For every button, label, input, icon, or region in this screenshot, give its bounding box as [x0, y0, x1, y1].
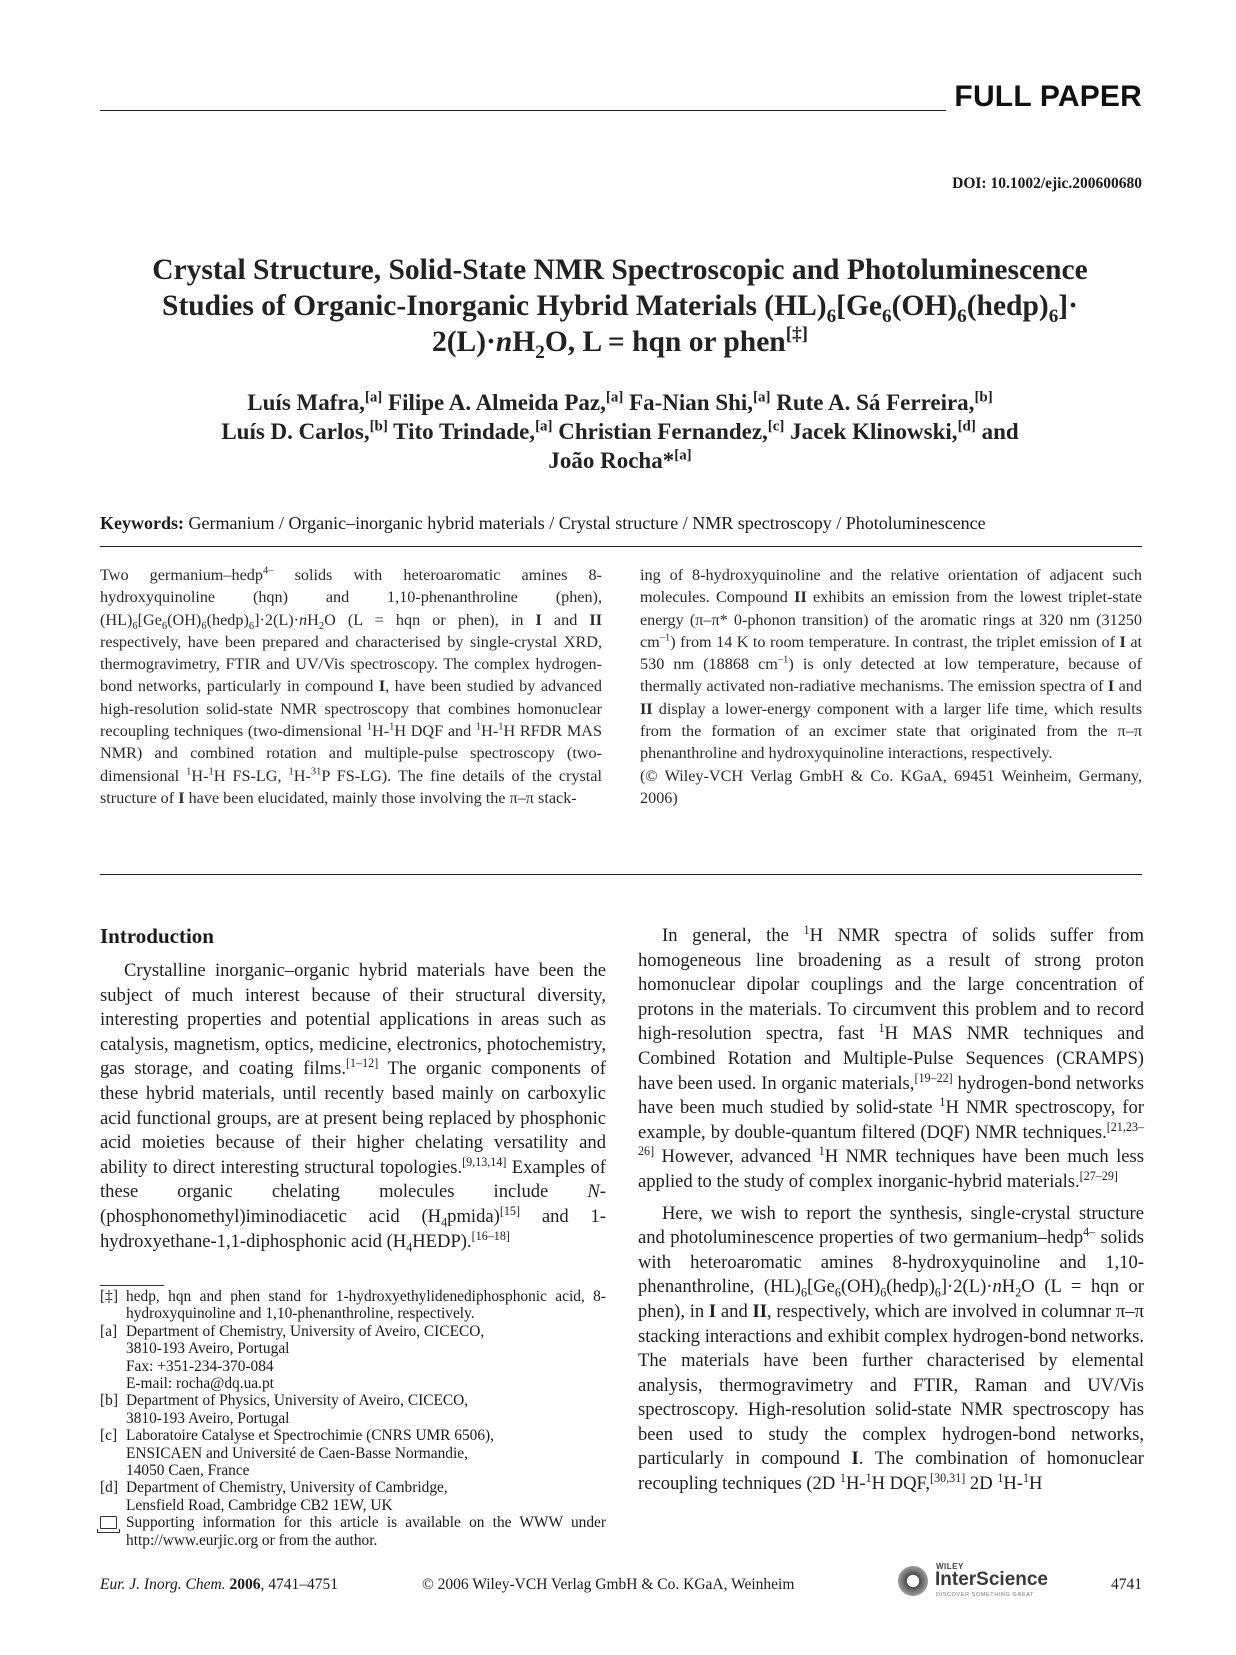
keywords-text: Germanium / Organic–inorganic hybrid materials / Crystal structure / NMR spectroscopy / Photoluminescence: [188, 513, 986, 533]
keywords-label: Keywords:: [100, 513, 184, 533]
footnote-0: [100, 1288, 606, 1323]
abstract-right: [640, 564, 1142, 809]
footnote-rule: [100, 1285, 164, 1286]
keywords: [100, 513, 1142, 534]
footnote-mark: [a]: [100, 1322, 118, 1340]
journal-year: 2006: [229, 1576, 261, 1593]
doi[interactable]: DOI: 10.1002/ejic.200600680: [952, 175, 1142, 192]
footnote-line: Department of Physics, University of Aveiro, CICECO,: [126, 1392, 469, 1410]
footnote-text: [126, 1479, 606, 1514]
section-label: FULL PAPER: [954, 80, 1142, 113]
paper-title: Crystal Structure, Solid-State NMR Spectroscopic and Photoluminescence Studies of Organic-Inorganic Hybrid Materials $(HL)_6[Ge_6(OH)_6(hedp)_6]\cdot$ $2(L)\cdot nH_2O$, L = hqn or phen[‡]: [152, 254, 1088, 363]
journal-name: Eur. J. Inorg. Chem.: [100, 1576, 226, 1593]
abstract-left: [100, 564, 602, 809]
footnotes: [100, 1288, 606, 1549]
logo-publisher: WILEY: [936, 1562, 964, 1571]
computer-icon: [100, 1516, 117, 1529]
abstract-rule: [100, 874, 1142, 875]
footnote-text: [126, 1323, 606, 1393]
interscience-logo[interactable]: [898, 1562, 1066, 1600]
abstract-left-text: Two germanium–hedp$^{4-}$ solids with heteroaromatic amines 8-hydroxyquinoline (hqn) and 1,10-phenanthroline (phen), $(HL)_6[Ge_6(OH)_6(hedp)_6]\cdot 2(L)\cdot nH_2O$ (L = hqn or phen), in I and II respectively, have been prepared and characterised by single-crystal XRD, thermogravimetry, FTIR and UV/Vis spectroscopy. The complex hydrogen-bond networks, particularly in compound I, have been studied by advanced high-resolution solid-state NMR spectroscopy that combines homonuclear recoupling techniques (two-dimensional $^1$H-$^1$H DQF and $^1$H-$^1$H RFDR MAS NMR) and combined rotation and multiple-pulse spectroscopy (two-dimensional $^1$H-$^1$H FS-LG, $^1$H-$^{31}$P FS-LG). The fine details of the crystal structure of I have been elucidated, mainly those involving the π–π stack-: [100, 565, 602, 807]
header-rule: [100, 110, 946, 111]
footnote-line: Laboratoire Catalyse et Spectrochimie (CNRS UMR 6506),: [126, 1427, 495, 1445]
introduction-right-column: In general, the $^1$H NMR spectra of solids suffer from homogeneous line broadening as a result of strong proton homonuclear dipolar couplings and the large concentration of protons in the materials. To circumvent this problem and to record high-resolution spectra, fast $^1$H MAS NMR techniques and Combined Rotation and Multiple-Pulse Sequences (CRAMPS) have been used. In organic materials,[19–22] hydrogen-bond networks have been much studied by solid-state $^1$H NMR spectroscopy, for example, by double-quantum filtered (DQF) NMR techniques.[21,23–26] However, advanced $^1$H NMR techniques have been much less applied to the study of complex inorganic-hybrid materials.[27–29] Here, we wish to report the synthesis, single-crystal structure and photoluminescence properties of two germanium–hedp$^{4-}$ solids with heteroaromatic amines 8-hydroxyquinoline and 1,10-phenanthroline, $(HL)_6[Ge_6(OH)_6(hedp)_6]\cdot 2(L)\cdot nH_2O$ (L = hqn or phen), in I and II, respectively, which are involved in columnar π–π stacking interactions and exhibit complex hydrogen-bond networks. The materials have been further characterised by elemental analysis, thermogravimetry and FTIR, Raman and UV/Vis spectroscopy. High-resolution solid-state NMR spectroscopy has been used to study the complex hydrogen-bond networks, particularly in compound I. The combination of homonuclear recoupling techniques (2D $^1$H-$^1$H DQF,[30,31] 2D $^1$H-$^1$H: [638, 922, 1144, 1495]
footnote-mark: [c]: [100, 1427, 118, 1445]
page-number: 4741: [1111, 1576, 1142, 1593]
keywords-rule: [100, 546, 1142, 547]
supporting-info-text[interactable]: Supporting information for this article is available on the WWW under http://www.eurjic.org or from the author.: [126, 1514, 606, 1549]
author-list: Luís Mafra,[a] Filipe A. Almeida Paz,[a] Fa-Nian Shi,[a] Rute A. Sá Ferreira,[b] Luís D. Carlos,[b] Tito Trindade,[a] Christian Fernandez,[c] Jacek Klinowski,[d] and João Rocha*[a]: [221, 389, 1019, 473]
copyright: © 2006 Wiley-VCH Verlag GmbH & Co. KGaA, Weinheim: [422, 1576, 795, 1593]
footnote-4: [100, 1479, 606, 1514]
footnote-line: Department of Chemistry, University of Aveiro, CICECO,: [126, 1322, 485, 1340]
logo-brand: InterScience: [935, 1569, 1048, 1590]
footnote-2: [100, 1392, 606, 1427]
footnote-line: 3810-193 Aveiro, Portugal: [126, 1340, 290, 1358]
footnote-mark: [d]: [100, 1479, 118, 1497]
interscience-swirl-icon: [898, 1566, 928, 1596]
footnote-line: Fax: +351-234-370-084: [126, 1357, 274, 1375]
introduction-heading: Introduction: [100, 924, 214, 948]
footnote-text: [126, 1427, 606, 1479]
footnote-line: Department of Chemistry, University of Cambridge,: [126, 1479, 448, 1497]
introduction-left-column: Crystalline inorganic–organic hybrid materials have been the subject of much interest because of their structural diversity, interesting properties and potential applications in areas such as catalysis, magnetism, optics, medicine, electronics, photochemistry, gas storage, and coating films.[1–12] The organic components of these hybrid materials, until recently based mainly on carboxylic acid functional groups, are at present being replaced by phosphonic acid moieties because of their higher chelating versatility and ability to direct interesting structural topologies.[9,13,14] Examples of these organic chelating molecules include N-(phosphonomethyl)iminodiacetic acid $(H_4pmida)[15]$ and 1-hydroxyethane-1,1-diphosphonic acid $(H_4HEDP).[16-18]$: [100, 960, 606, 1255]
footnote-text: [126, 1392, 606, 1427]
supporting-info-note: [100, 1514, 606, 1549]
footnote-text: [126, 1288, 606, 1323]
abstract-right-text: ing of 8-hydroxyquinoline and the relative orientation of adjacent such molecules. Compound II exhibits an emission from the lowest triplet-state energy (π–π* 0-phonon transition) of the aromatic rings at 320 nm (31250 $cm^{-1}$) from 14 K to room temperature. In contrast, the triplet emission of I at 530 nm (18868 $cm^{-1}$) is only detected at low temperature, because of thermally activated non-radiative mechanisms. The emission spectra of I and II display a lower-energy component with a larger life time, which results from the formation of an excimer state that originated from the π–π phenanthroline and hydroxyquinoline interactions, respectively. (© Wiley-VCH Verlag GmbH & Co. KGaA, 69451 Weinheim, Germany, 2006): [640, 566, 1143, 807]
affiliation-list: [100, 1288, 606, 1514]
footnote-line: Lensfield Road, Cambridge CB2 1EW, UK: [126, 1496, 393, 1514]
journal-pages: , 4741–4751: [260, 1576, 338, 1593]
footnote-line: ENSICAEN and Université de Caen-Basse Normandie,: [126, 1444, 468, 1462]
logo-tagline: DISCOVER SOMETHING GREAT: [936, 1592, 1035, 1598]
footnote-line[interactable]: E-mail: rocha@dq.ua.pt: [126, 1375, 274, 1393]
footnote-3: [100, 1427, 606, 1479]
journal-citation: [100, 1576, 338, 1594]
footnote-1: [100, 1323, 606, 1393]
footnote-line: hedp, hqn and phen stand for 1-hydroxyethylidenediphosphonic acid, 8-hydroxyquinoline and 1,10-phenanthroline, respectively.: [126, 1288, 606, 1323]
footnote-mark: [b]: [100, 1392, 118, 1410]
footnote-line: 14050 Caen, France: [126, 1462, 250, 1480]
footnote-mark: [‡]: [100, 1288, 118, 1305]
footnote-line: 3810-193 Aveiro, Portugal: [126, 1409, 290, 1427]
